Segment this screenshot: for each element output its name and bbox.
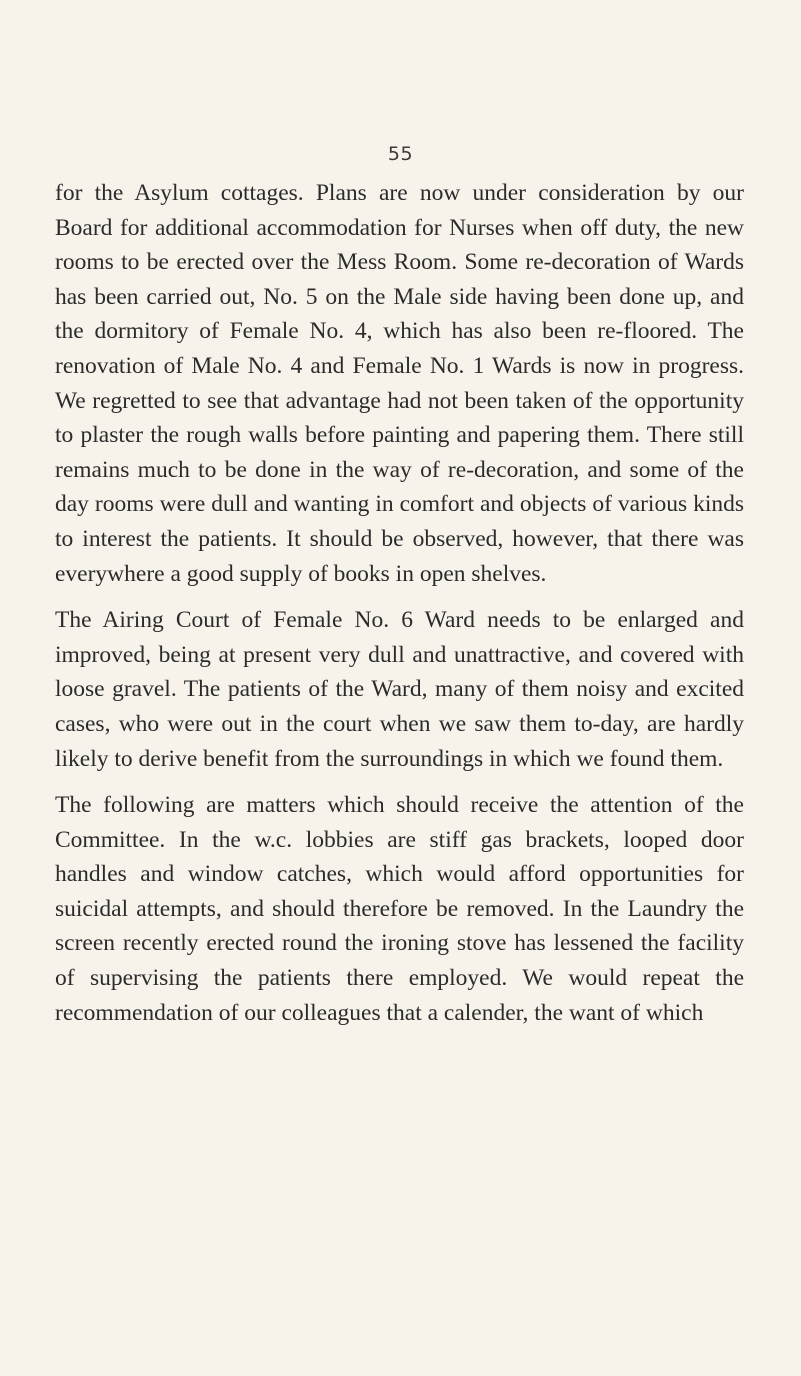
paragraph-committee-matters: The following are matters which should receive the attention of the Committee. In the w.c. lobbies are stiff gas brackets, looped door handles and window catches, which would afford opportunities for suicidal attempts, and should therefore be removed. In the Laundry the screen recently erected round the ironing stove has lessened the facility of supervising the patients there employed. We would repeat the recommendation of our colleagues that a calender, the want of which: [55, 792, 744, 1026]
body-text: [55, 176, 744, 1030]
page-number: 55: [387, 143, 414, 165]
paragraph-cottages-and-wards: for the Asylum cottages. Plans are now under consideration by our Board for additional accommodation for Nurses when off duty, the new rooms to be erected over the Mess Room. Some re-decoration of Wards has been carried out, No. 5 on the Male side having been done up, and the dormitory of Female No. 4, which has also been re-floored. The renovation of Male No. 4 and Female No. 1 Wards is now in progress. We regretted to see that advantage had not been taken of the opportunity to plaster the rough walls before painting and papering them. There still remains much to be done in the way of re-decoration, and some of the day rooms were dull and wanting in comfort and objects of various kinds to interest the patients. It should be observed, however, that there was everywhere a good supply of books in open shelves.: [55, 180, 744, 587]
paragraph-airing-court: The Airing Court of Female No. 6 Ward needs to be enlarged and improved, being at present very dull and unattractive, and covered with loose gravel. The patients of the Ward, many of them noisy and excited cases, who were out in the court when we saw them to-day, are hardly likely to derive benefit from the surroundings in which we found them.: [55, 607, 744, 772]
